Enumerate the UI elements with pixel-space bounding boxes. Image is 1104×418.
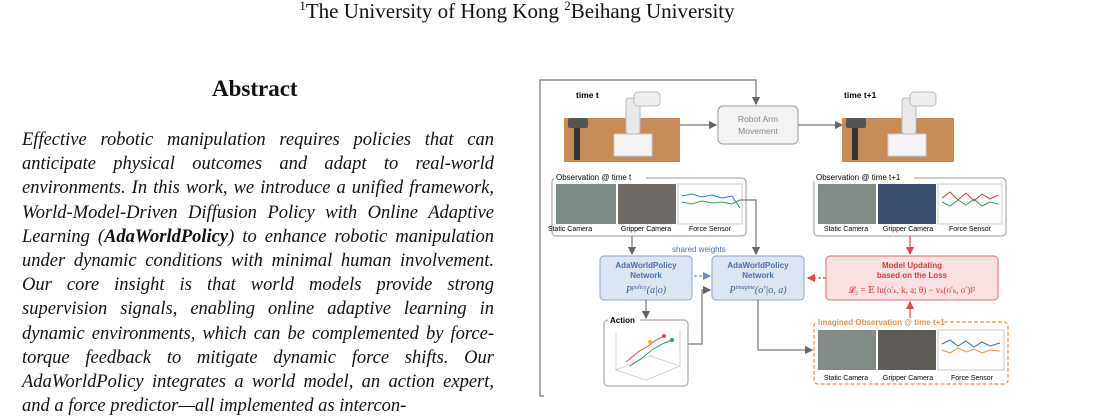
abstract-text-part1: Effective robotic manipulation requires policies that can anticipate physical outcomes and adapt to real-world environments. In this work, we introduce a unified framework, World-Model-Driven Diffusion Policy with Online Adaptive Learning ( bbox=[22, 130, 494, 247]
abstract-heading: Abstract bbox=[212, 76, 298, 101]
force-sensor-label-t: Force Sensor bbox=[688, 226, 732, 233]
model-updating-line1: Model Updating bbox=[882, 261, 942, 270]
obs-t1-label: Observation @ time t+1 bbox=[816, 173, 901, 182]
action-frame bbox=[604, 320, 688, 386]
policy-network-line1: AdaWorldPolicy bbox=[615, 261, 677, 270]
static-camera-image-t1 bbox=[818, 184, 876, 224]
static-camera-label-t1: Static Camera bbox=[823, 226, 869, 233]
abstract-body bbox=[22, 128, 494, 418]
robot-arm-box bbox=[718, 106, 798, 144]
force-sensor-label-t1: Force Sensor bbox=[948, 226, 992, 233]
action-label: Action bbox=[610, 316, 635, 325]
gripper-camera-label-imagined: Gripper Camera bbox=[882, 375, 934, 382]
obs-t-label: Observation @ time t bbox=[556, 173, 632, 182]
static-camera-label-t: Static Camera bbox=[547, 226, 593, 233]
robot-arm-line1: Robot Arm bbox=[737, 114, 779, 124]
policy-network-line2: Network bbox=[630, 271, 662, 280]
affiliation-1-name: The University of Hong Kong bbox=[305, 0, 559, 23]
time-t1-label: time t+1 bbox=[844, 90, 877, 100]
policy-formula: $P^{policy}(a|o)$ bbox=[625, 285, 667, 296]
method-name: AdaWorldPolicy bbox=[104, 226, 229, 247]
loss-formula: 𝓛₂ = 𝔼 ‖u(o′ₖ, k, a; θ) − vₖ(o′ₖ, o′)‖² bbox=[848, 285, 976, 295]
gripper-camera-image-imagined bbox=[878, 330, 936, 370]
force-sensor-label-imagined: Force Sensor bbox=[950, 375, 994, 382]
model-updating-line2: based on the Loss bbox=[876, 271, 948, 280]
imagined-obs-label: Imagined Observation @ time t+1 bbox=[818, 318, 945, 327]
abstract-text-part2: ) to enhance robotic manipulation under dynamic conditions with minimal human involvement. Our core insight is that world models provide strong supervision signals, enabling online adaptive learning in dynamic environments, which can be complemented by force-torque feedback to mitigate dynamic force shifts. Our AdaWorldPolicy integrates a world model, an action expert, and a force predictor—all implemented as intercon- bbox=[22, 226, 495, 417]
scene-time-t bbox=[564, 92, 680, 162]
affiliation-2-name: Beihang University bbox=[570, 0, 735, 23]
static-camera-label-imagined: Static Camera bbox=[823, 375, 869, 382]
time-t-label: time t bbox=[576, 90, 599, 100]
gripper-camera-image-t1 bbox=[878, 184, 936, 224]
static-camera-image-t bbox=[556, 184, 616, 224]
robot-arm-line2: Movement bbox=[738, 126, 778, 136]
affiliations bbox=[0, 0, 1034, 24]
imagine-formula: $P^{imagine}(o'|o$, a) bbox=[729, 285, 787, 296]
gripper-camera-label-t: Gripper Camera bbox=[620, 226, 672, 233]
scene-time-t1 bbox=[842, 92, 954, 162]
shared-weights-label: shared weights bbox=[672, 245, 726, 254]
gripper-camera-image-t bbox=[618, 184, 676, 224]
imagine-network-line2: Network bbox=[742, 271, 774, 280]
imagine-network-line1: AdaWorldPolicy bbox=[727, 261, 789, 270]
static-camera-image-imagined bbox=[818, 330, 876, 370]
gripper-camera-label-t1: Gripper Camera bbox=[882, 226, 934, 233]
affiliation-2-number: 2 bbox=[564, 0, 571, 13]
force-plot-t1 bbox=[938, 184, 1002, 224]
affiliation-1-number: 1 bbox=[299, 0, 306, 13]
framework-figure bbox=[530, 74, 1030, 405]
